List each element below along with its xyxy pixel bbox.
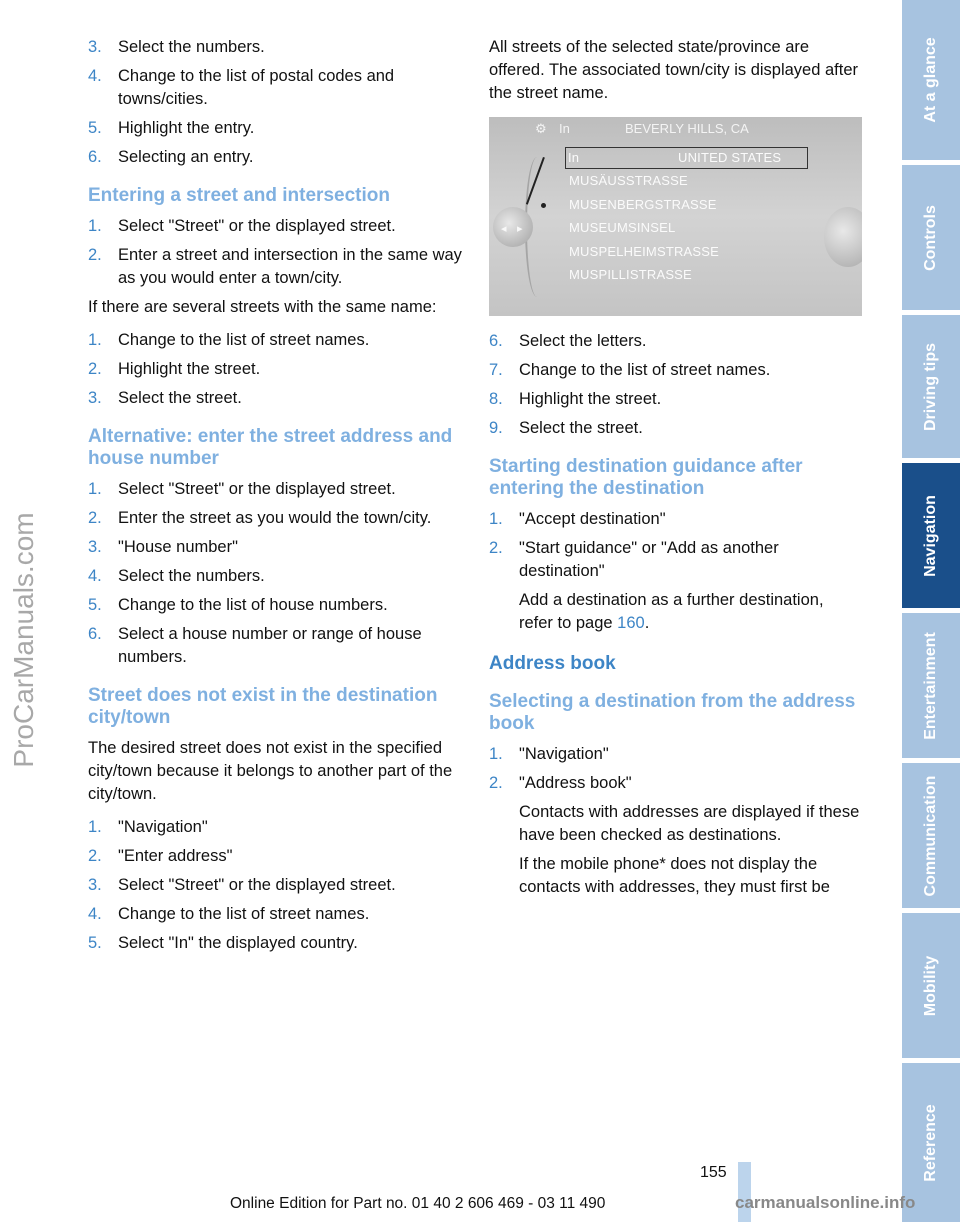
steps-list-e [88, 816, 463, 955]
list-item: 4. Select the numbers. [88, 567, 265, 585]
list-item: 6. Selecting an entry. [88, 148, 254, 166]
list-item-note: If the mobile phone* does not display the contacts with addresses, they must first be [519, 855, 830, 896]
list-item: 3. "House number" [88, 538, 238, 556]
steps-list-h [489, 743, 862, 899]
section-heading-select-from-book: Selecting a destination from the address book [489, 691, 856, 734]
tab-mobility[interactable]: Mobility [902, 913, 960, 1058]
steps-list-c [88, 329, 463, 410]
chapter-heading-address-book: Address book [489, 653, 616, 674]
list-item: 1. "Accept destination" [489, 510, 666, 528]
list-item: 4. Change to the list of postal codes and towns/cities. [88, 67, 395, 108]
idrive-screen-image [489, 117, 862, 316]
section-heading-start-guidance: Starting destination guidance after entering the destination [489, 456, 803, 499]
list-item: 3. Select "Street" or the displayed street. [88, 876, 396, 894]
gear-icon: ⚙ [535, 121, 547, 136]
country-selector-row: In UNITED STATES [565, 147, 808, 169]
list-item: 3. Select the numbers. [88, 38, 265, 56]
steps-list-d [88, 478, 463, 669]
list-item: 9. Select the street. [489, 419, 643, 437]
watermark: ProCarManuals.com [8, 512, 39, 768]
footer-text: Online Edition for Part no. 01 40 2 606 469 - 03 11 490 [230, 1195, 606, 1212]
list-item-note: Contacts with addresses are displayed if these have been checked as destinations. [519, 803, 860, 844]
list-item-note: Add a destination as a further destination, refer to page 160. [519, 591, 824, 632]
steps-list-b [88, 215, 463, 290]
page-number: 155 [700, 1164, 727, 1181]
street-row: MUSPELHEIMSTRASSE [569, 243, 720, 259]
list-item: 6. Select the letters. [489, 332, 647, 350]
controller-knob-left [493, 207, 533, 247]
right-column [489, 36, 862, 905]
section-heading-street: Entering a street and intersection [88, 185, 390, 206]
list-item: 4. Change to the list of street names. [88, 905, 370, 923]
list-item: 2. Enter a street and intersection in the same way as you would enter a town/city. [88, 246, 462, 287]
list-item: 6. Select a house number or range of house numbers. [88, 625, 422, 666]
list-item: 1. Change to the list of street names. [88, 331, 370, 349]
list-item: 1. Select "Street" or the displayed street. [88, 480, 396, 498]
list-item: 2. "Start guidance" or "Add as another destination" Add a destination as a further destination, refer to page 160. [489, 537, 862, 635]
list-item: 8. Highlight the street. [489, 390, 662, 408]
list-item: 5. Change to the list of house numbers. [88, 596, 388, 614]
list-item: 5. Select "In" the displayed country. [88, 934, 358, 952]
steps-list-g [489, 508, 862, 635]
section-heading-not-exist: Street does not exist in the destination city/town [88, 685, 438, 728]
tab-entertainment[interactable]: Entertainment [902, 613, 960, 758]
street-row: MUSPILLISTRASSE [569, 267, 692, 282]
tab-driving-tips[interactable]: Driving tips [902, 315, 960, 458]
arrow-left-icon: ◂ [501, 223, 507, 235]
steps-list-a [88, 36, 463, 169]
street-row: MUSÄUSSTRASSE [569, 173, 688, 188]
controller-knob-right [824, 207, 862, 267]
page-number-bar [738, 1162, 751, 1222]
tab-reference[interactable]: Reference [902, 1063, 960, 1222]
list-item: 2. Enter the street as you would the town/city. [88, 509, 432, 527]
list-item: 1. "Navigation" [489, 745, 609, 763]
screen-top-city: BEVERLY HILLS, CA [625, 121, 749, 136]
footer-site-watermark: carmanualsonline.info [735, 1193, 916, 1212]
list-item: 3. Select the street. [88, 389, 242, 407]
steps-list-f [489, 330, 862, 440]
tab-controls[interactable]: Controls [902, 165, 960, 310]
screen-top-in: In [559, 121, 570, 136]
street-row: MUSEUMSINSEL [569, 220, 676, 235]
street-row: MUSENBERGSTRASSE [569, 196, 717, 212]
paragraph-several-streets: If there are several streets with the same name: [88, 298, 437, 316]
list-item: 7. Change to the list of street names. [489, 361, 771, 379]
section-heading-alternative: Alternative: enter the street address and house number [88, 426, 453, 469]
paragraph-intro: All streets of the selected state/province are offered. The associated town/city is displayed after the street name. [489, 38, 859, 102]
arrow-right-icon: ▸ [517, 223, 523, 235]
list-item: 1. "Navigation" [88, 818, 208, 836]
callout-dot [541, 203, 546, 208]
screen-top-bar [519, 117, 832, 141]
list-item: 2. "Address book" Contacts with addresses are displayed if these have been checked as destinations. If the mobile phone* does not display the contacts with addresses, they must first be [489, 772, 862, 899]
paragraph-not-exist: The desired street does not exist in the specified city/town because it belongs to another part of the city/town. [88, 739, 453, 803]
tab-communication[interactable]: Communication [902, 763, 960, 908]
tab-at-a-glance[interactable]: At a glance [902, 0, 960, 160]
page-link-160[interactable]: 160 [617, 614, 645, 632]
chapter-tabs [902, 0, 960, 1222]
left-column [88, 36, 463, 961]
list-item: 5. Highlight the entry. [88, 119, 255, 137]
tab-navigation[interactable]: Navigation [902, 463, 960, 608]
list-item: 1. Select "Street" or the displayed street. [88, 217, 396, 235]
list-item: 2. "Enter address" [88, 847, 233, 865]
street-list [569, 147, 802, 287]
list-item: 2. Highlight the street. [88, 360, 261, 378]
